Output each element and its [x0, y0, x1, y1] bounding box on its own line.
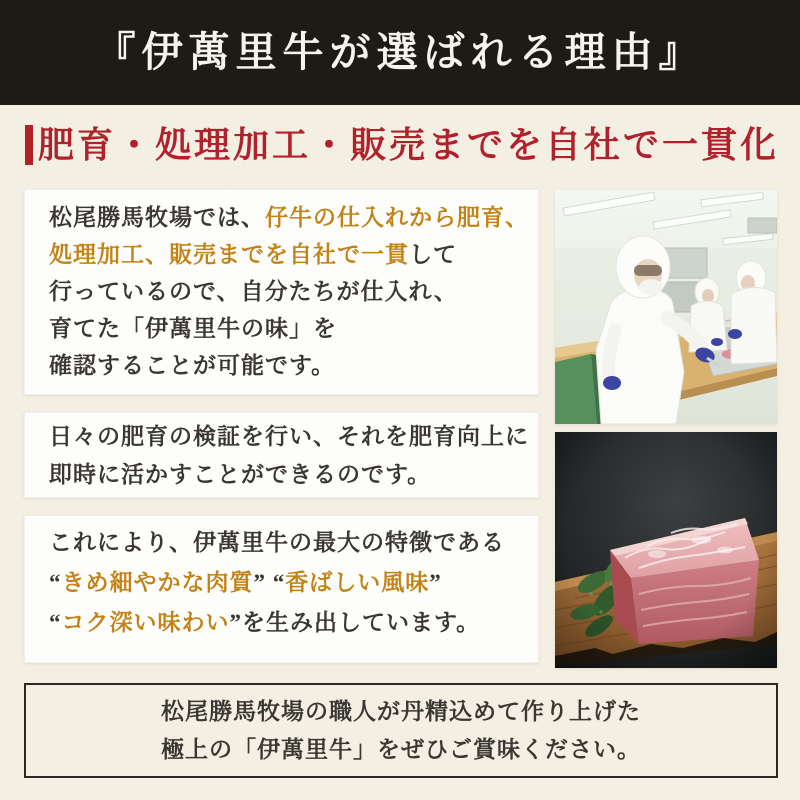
- highlighted-text: コク深い味わい: [61, 610, 230, 635]
- title-banner: [0, 0, 800, 105]
- meat-processing-illustration: [555, 190, 777, 424]
- text-segment: して: [409, 242, 457, 267]
- text-line: [49, 456, 528, 494]
- text-segment: 日々の肥育の検証を行い、それを肥育向上に: [49, 424, 529, 449]
- text-segment: 確認することが可能です。: [49, 353, 336, 378]
- characteristics-text-box: [24, 515, 539, 663]
- text-line: [49, 603, 528, 643]
- meat-processing-photo: [555, 190, 777, 424]
- text-line: [161, 731, 641, 769]
- highlighted-text: 仔牛の仕入れから肥育、: [265, 205, 529, 230]
- text-line: [49, 418, 528, 456]
- wagyu-steak-illustration: [555, 432, 777, 668]
- text-segment: ”: [229, 610, 242, 635]
- text-segment: 松尾勝馬牧場の職人が丹精込めて作り上げた: [161, 698, 641, 724]
- text-segment: [266, 570, 273, 595]
- highlighted-text: 香ばしい風味: [285, 570, 430, 595]
- highlighted-text: きめ細やかな肉質: [61, 570, 254, 595]
- text-line: [49, 347, 528, 384]
- text-line: [161, 693, 641, 731]
- section-heading-text: 肥育・処理加工・販売までを自社で一貫化: [38, 125, 780, 165]
- text-segment: “: [49, 570, 62, 595]
- text-segment: 松尾勝馬牧場では、: [49, 205, 265, 230]
- page-title: 『伊萬里牛が選ばれる理由』: [94, 29, 706, 75]
- text-segment: を生み出しています。: [242, 610, 481, 635]
- text-segment: 極上の「伊萬里牛」をぜひご賞味ください。: [161, 736, 641, 762]
- heading-accent-bar: [25, 125, 33, 165]
- text-segment: これにより、伊萬里牛の最大の特徴である: [49, 530, 505, 555]
- text-line: [49, 563, 528, 603]
- highlighted-text: 処理加工、販売までを自社で一貫: [49, 242, 409, 267]
- closing-message-box: [24, 683, 778, 778]
- text-segment: ”: [253, 570, 266, 595]
- section-heading: [25, 122, 779, 168]
- wagyu-steak-photo: [555, 432, 777, 668]
- text-segment: “: [49, 610, 62, 635]
- text-segment: 即時に活かすことができるのです。: [49, 462, 432, 487]
- text-line: [49, 273, 528, 310]
- text-line: [49, 236, 528, 273]
- text-line: [49, 523, 528, 563]
- text-segment: 行っているので、自分たちが仕入れ、: [49, 279, 458, 304]
- text-line: [49, 310, 528, 347]
- text-line: [49, 199, 528, 236]
- daily-verification-text-box: [24, 412, 539, 498]
- text-segment: 育てた「伊萬里牛の味」を: [49, 316, 337, 341]
- text-segment: ”: [429, 570, 442, 595]
- text-segment: “: [272, 570, 286, 595]
- intro-text-box: [24, 189, 539, 395]
